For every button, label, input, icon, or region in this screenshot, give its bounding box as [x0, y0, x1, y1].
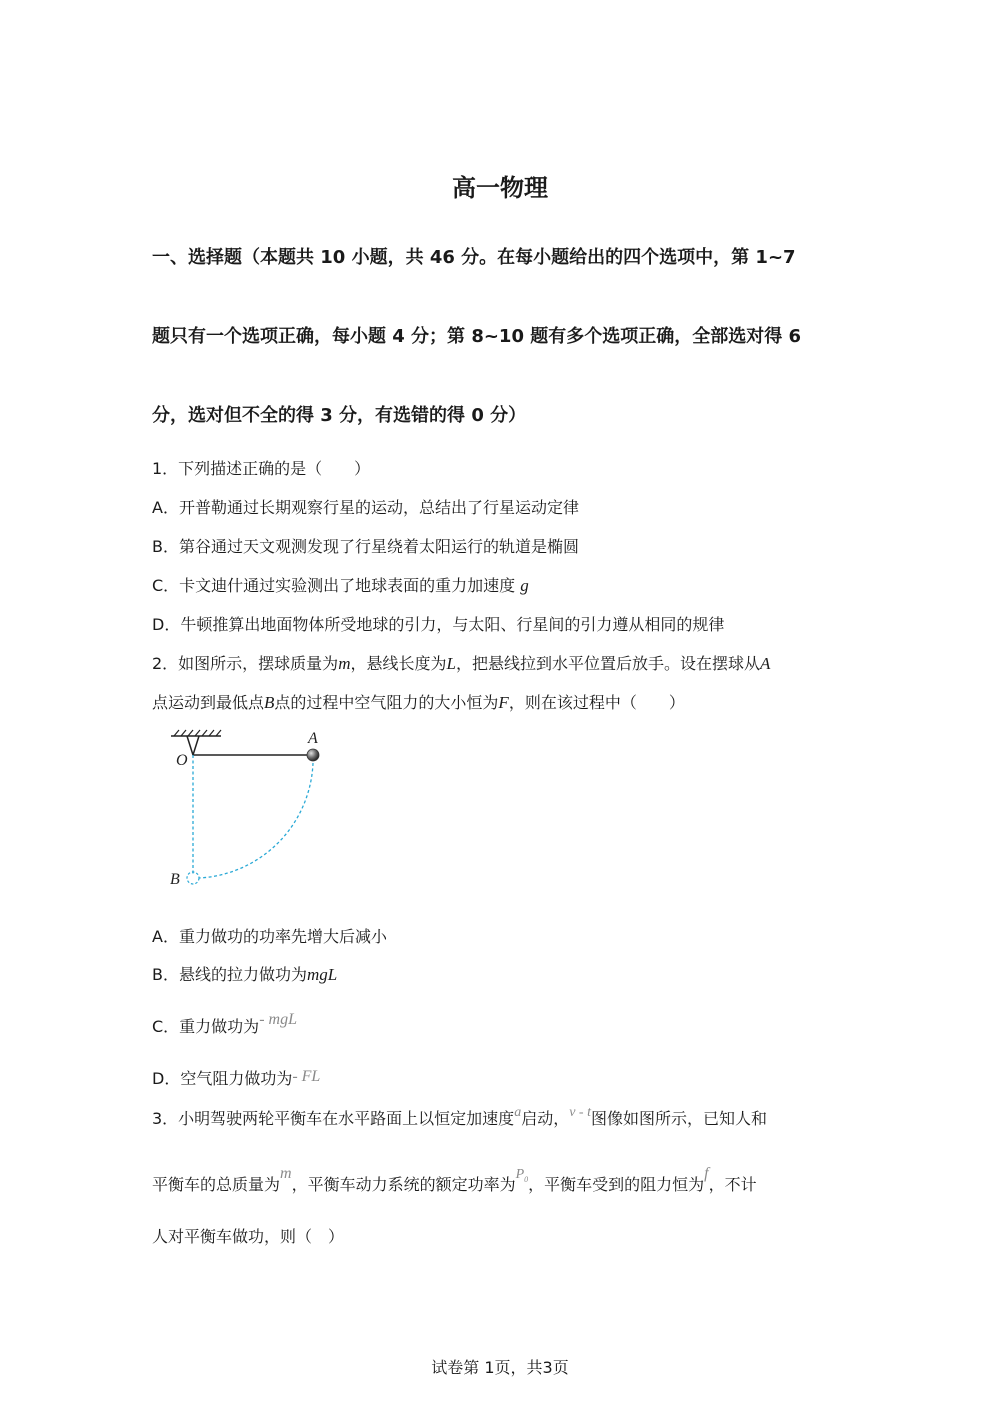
section-heading-line-3: 分，选对但不全的得 3 分，有选错的得 0 分）	[152, 405, 527, 426]
q3-text: 平衡车的总质量为	[152, 1175, 281, 1194]
q3-var-f: f	[704, 1165, 709, 1182]
q2-option-d	[152, 1066, 320, 1089]
ball-position-b	[187, 872, 199, 884]
q2-var-l: L	[446, 654, 456, 673]
ceiling-hatch	[174, 730, 221, 736]
q2-text: 点运动到最低点	[152, 693, 265, 712]
q1-option-c-var: g	[520, 576, 529, 595]
q2-option-c-text: C．重力做功为	[152, 1017, 260, 1036]
q2-stem-line-1	[152, 651, 770, 674]
q1-option-d: D．牛顿推算出地面物体所受地球的引力，与太阳、行星间的引力遵从相同的规律	[152, 615, 725, 634]
q2-var-f: F	[498, 693, 509, 712]
q2-stem-line-2	[152, 690, 685, 713]
q3-text: 图像如图所示，已知人和	[590, 1109, 767, 1128]
q2-var-a: A	[759, 654, 771, 673]
q1-option-a: A．开普勒通过长期观察行星的运动，总结出了行星运动定律	[152, 498, 579, 517]
q3-var-p: P	[515, 1167, 525, 1182]
q3-text: ，平衡车受到的阻力恒为	[528, 1175, 705, 1194]
label-b: B	[170, 871, 180, 888]
q2-text: ，则在该过程中（ ）	[508, 693, 685, 712]
q3-var-a: a	[514, 1105, 522, 1120]
page-footer: 试卷第 1页，共3页	[431, 1358, 569, 1377]
q3-stem-line-1	[152, 1106, 767, 1129]
label-a: A	[308, 730, 318, 747]
q3-stem-line-2	[152, 1165, 757, 1195]
q3-text: ，不计	[708, 1175, 757, 1194]
q3-text: 启动，	[521, 1109, 570, 1128]
section-heading-line-2: 题只有一个选项正确，每小题 4 分；第 8~10 题有多个选项正确，全部选对得 6	[152, 326, 802, 347]
q1-option-b: B．第谷通过天文观测发现了行星绕着太阳运行的轨道是椭圆	[152, 537, 579, 556]
q3-var-vt: v - t	[569, 1105, 591, 1120]
q1-option-c	[152, 573, 529, 596]
dashed-arc-path	[199, 763, 313, 878]
q1-option-c-text: C．卡文迪什通过实验测出了地球表面的重力加速度	[152, 576, 516, 595]
pendulum-figure	[165, 728, 335, 893]
q2-option-d-var: - FL	[292, 1068, 321, 1085]
pendulum-ball	[307, 749, 319, 761]
q3-stem-line-3: 人对平衡车做功，则（ ）	[152, 1227, 345, 1246]
q2-option-a: A．重力做功的功率先增大后减小	[152, 927, 387, 946]
q2-option-d-text: D．空气阻力做功为	[152, 1069, 293, 1088]
q2-text: 点的过程中空气阻力的大小恒为	[274, 693, 499, 712]
page-title: 高一物理	[452, 174, 548, 202]
q2-option-b-var: mgL	[306, 965, 338, 984]
q2-text: 2．如图所示，摆球质量为	[152, 654, 339, 673]
q2-text: ，把悬线拉到水平位置后放手。设在摆球从	[455, 654, 760, 673]
q2-text: ，悬线长度为	[350, 654, 447, 673]
q2-option-b-text: B．悬线的拉力做功为	[152, 965, 307, 984]
q3-var-p0	[516, 1167, 529, 1182]
q3-var-m: m	[280, 1165, 292, 1182]
q3-text: ，平衡车动力系统的额定功率为	[291, 1175, 516, 1194]
q2-var-m: m	[338, 654, 351, 673]
q2-option-c	[152, 1011, 297, 1037]
pivot-support	[187, 736, 199, 755]
q2-option-c-var: - mgL	[259, 1011, 297, 1028]
section-heading-line-1: 一、选择题（本题共 10 小题，共 46 分。在每小题给出的四个选项中，第 1~7	[152, 247, 796, 268]
q2-option-b	[152, 962, 337, 985]
q2-var-b: B	[264, 693, 275, 712]
q3-var-p-sub: 0	[524, 1175, 529, 1184]
q3-text: 3．小明驾驶两轮平衡车在水平路面上以恒定加速度	[152, 1109, 515, 1128]
q1-stem: 1．下列描述正确的是（ ）	[152, 459, 371, 478]
label-o: O	[176, 752, 188, 769]
